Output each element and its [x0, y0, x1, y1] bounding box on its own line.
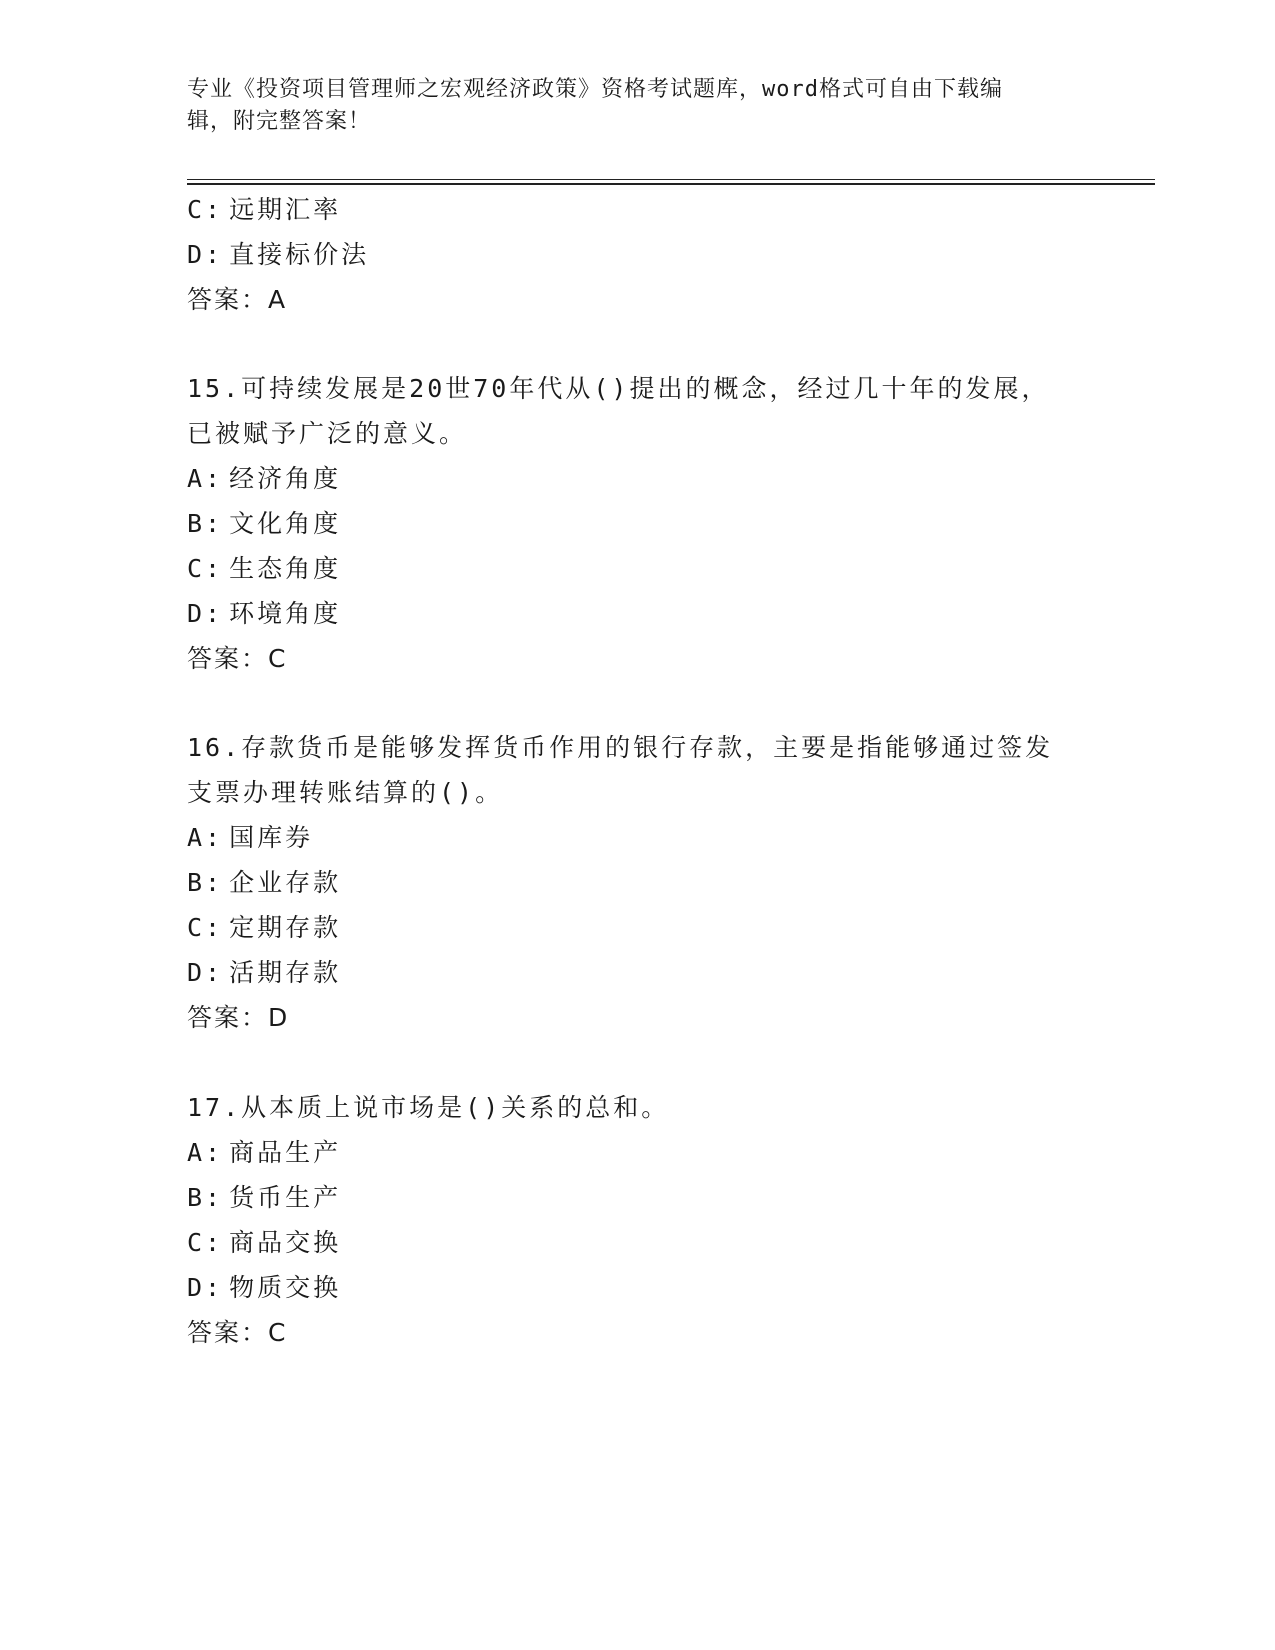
- question-16-line-1: 16.存款货币是能够发挥货币作用的银行存款，主要是指能够通过签发: [187, 733, 1054, 762]
- option-d: D: 直接标价法: [187, 240, 370, 269]
- document-header: [187, 74, 1067, 138]
- option-c: C: 生态角度: [187, 554, 342, 583]
- option-c: C: 商品交换: [187, 1228, 342, 1257]
- question-15-line-1: 15.可持续发展是20世70年代从()提出的概念，经过几十年的发展，: [187, 374, 1050, 403]
- header-line-2: 辑，附完整答案！: [187, 109, 372, 134]
- header-rule-thick: [187, 183, 1155, 185]
- option-d: D: 环境角度: [187, 599, 342, 628]
- option-a: A: 经济角度: [187, 464, 342, 493]
- header-line-1: 专业《投资项目管理师之宏观经济政策》资格考试题库，word格式可自由下载编: [187, 77, 1003, 102]
- question-15-line-2: 已被赋予广泛的意义。: [187, 419, 468, 448]
- answer: 答案：D: [187, 1003, 290, 1032]
- answer: 答案：A: [187, 285, 288, 314]
- option-c: C: 远期汇率: [187, 195, 342, 224]
- option-b: B: 文化角度: [187, 509, 342, 538]
- answer: 答案：C: [187, 1318, 288, 1347]
- question-17-line-1: 17.从本质上说市场是()关系的总和。: [187, 1093, 670, 1122]
- option-c: C: 定期存款: [187, 913, 342, 942]
- answer: 答案：C: [187, 644, 288, 673]
- option-a: A: 国库券: [187, 823, 314, 852]
- option-d: D: 物质交换: [187, 1273, 342, 1302]
- header-rule-thin: [187, 179, 1155, 180]
- option-d: D: 活期存款: [187, 958, 342, 987]
- question-16-line-2: 支票办理转账结算的()。: [187, 778, 504, 807]
- option-b: B: 货币生产: [187, 1183, 342, 1212]
- option-a: A: 商品生产: [187, 1138, 342, 1167]
- option-b: B: 企业存款: [187, 868, 342, 897]
